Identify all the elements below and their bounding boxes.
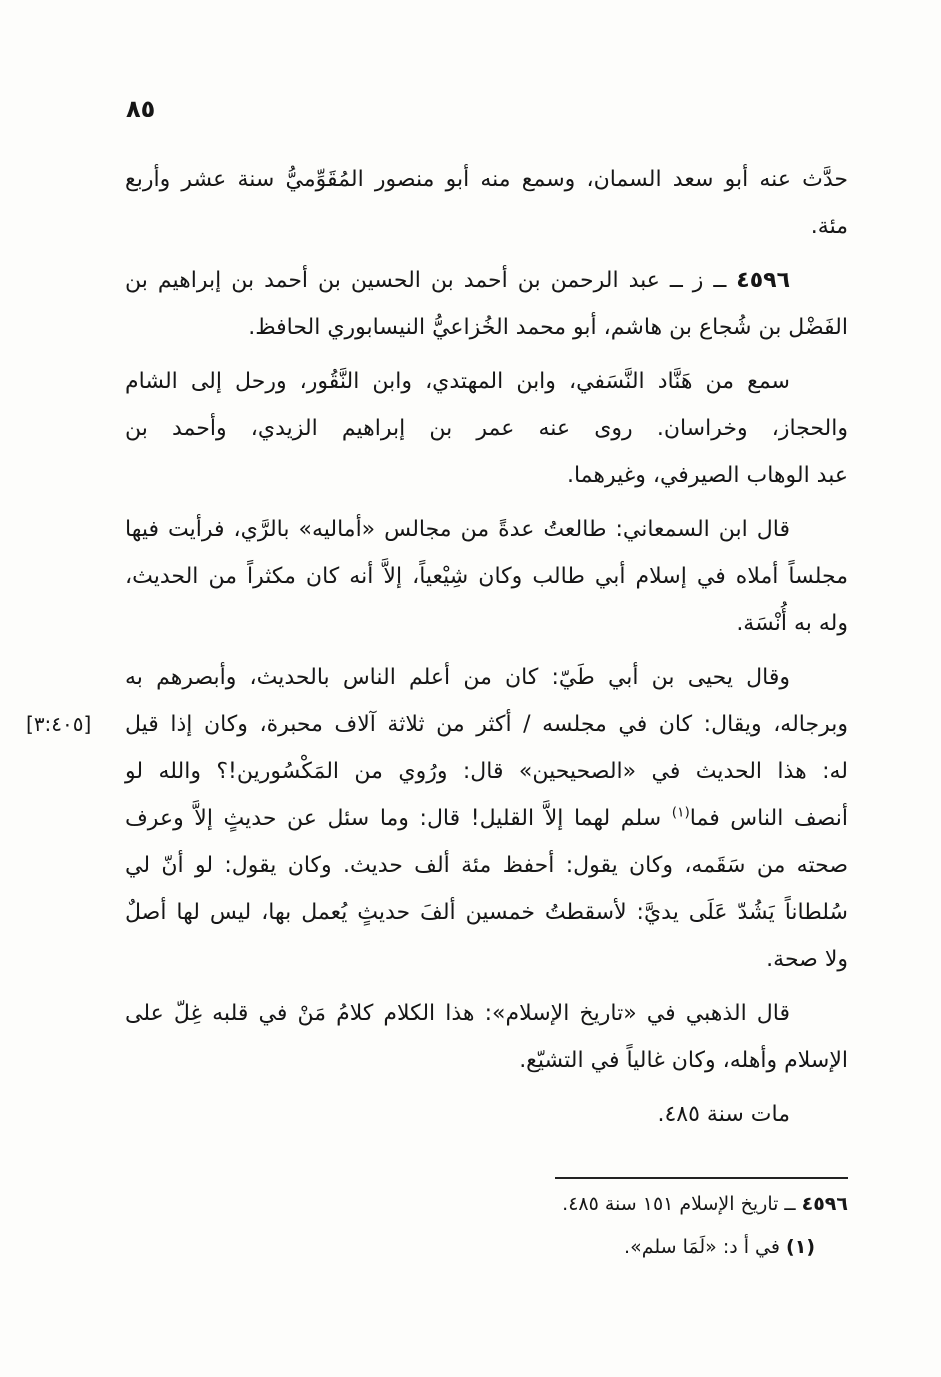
text-line: وقال يحيى بن أبي طَيّ: كان من أعلم الناس بالحديث، وأبصرهم به (125, 665, 790, 690)
footnote-separator (555, 1177, 848, 1179)
text-line: وبرجاله، ويقال: كان في مجلسه / أكثر من ثلاثة آلاف محبرة، وكان إذا قيل (125, 712, 848, 737)
page-number: ٨٥ (126, 95, 156, 123)
entry-heading-text: ــ ز ــ عبد الرحمن بن أحمد بن الحسين بن أحمد بن إبراهيم بن (125, 268, 737, 293)
text-segment: سلم لهما إلاَّ القليل! قال: وما سئل عن حديثٍ إلاَّ وعرف (125, 806, 672, 831)
text-line: صحته من سَقَمه، وكان يقول: أحفظ مئة ألف حديث. وكان يقول: لو أنّ لي (125, 853, 848, 878)
text-line: مئة. (810, 214, 848, 239)
footnote-text: في أ د: «لَمَا سلم». (624, 1236, 787, 1258)
text-line: مات سنة ٤٨٥. (657, 1102, 790, 1127)
footnote-text: ــ تاريخ الإسلام ١٥١ سنة ٤٨٥. (562, 1193, 802, 1215)
text-segment: أنصف الناس فما (689, 806, 848, 831)
footnote (125, 1226, 848, 1269)
paragraph (125, 156, 848, 250)
text-line: ولا صحة. (766, 947, 848, 972)
text-line: له: هذا الحديث في «الصحيحين» قال: ورُوي من المَكْسُورين!؟ والله لو (125, 759, 848, 784)
footnote-marker: ٤٥٩٦ (801, 1193, 848, 1215)
text-line: عبد الوهاب الصيرفي، وغيرهما. (566, 463, 848, 488)
margin-reference: [٣:٤٠٥] (26, 712, 92, 736)
paragraph (125, 990, 848, 1084)
main-text (125, 156, 848, 1138)
text-line: سُلطاناً يَشُدّ عَلَى يديَّ: لأسقطتُ خمسين ألفَ حديثٍ يُعمل بها، ليس لها أصلٌ (125, 900, 848, 925)
paragraph (125, 358, 848, 499)
text-line: قال الذهبي في «تاريخ الإسلام»: هذا الكلام كلامُ مَنْ في قلبه غِلّ على (125, 1001, 790, 1026)
text-line: وله به أُنْسَة. (736, 611, 848, 636)
text-line: الفَضْل بن شُجاع بن هاشم، أبو محمد الخُزاعيُّ النيسابوري الحافظ. (248, 315, 848, 340)
text-line: والحجاز، وخراسان. روى عنه عمر بن إبراهيم الزيدي، وأحمد بن (125, 416, 848, 441)
text-line: مجلساً أملاه في إسلام أبي طالب وكان شِيْعياً، إلاَّ أنه كان مكثراً من الحديث، (125, 564, 848, 589)
entry-number: ٤٥٩٦ (736, 268, 790, 293)
paragraph (125, 1091, 848, 1138)
footnotes (125, 1183, 848, 1269)
text-line: قال ابن السمعاني: طالعتُ عدةً من مجالس «أماليه» بالرَّي، فرأيت فيها (125, 517, 790, 542)
entry-heading (125, 257, 848, 351)
footnote-marker: (١) (786, 1236, 815, 1258)
paragraph (125, 506, 848, 647)
text-line: الإسلام وأهله، وكان غالياً في التشيّع. (519, 1048, 848, 1073)
paragraph (125, 654, 848, 983)
text-line: سمع من هَنَّاد النَّسَفي، وابن المهتدي، وابن النَّقُور، ورحل إلى الشام (125, 369, 790, 394)
footnote-reference: (١) (671, 804, 690, 821)
text-line (125, 795, 848, 842)
text-line: حدَّث عنه أبو سعد السمان، وسمع منه أبو منصور المُقَوِّميُّ سنة عشر وأربع (125, 167, 848, 192)
text-line (125, 257, 848, 304)
footnote (125, 1183, 848, 1226)
